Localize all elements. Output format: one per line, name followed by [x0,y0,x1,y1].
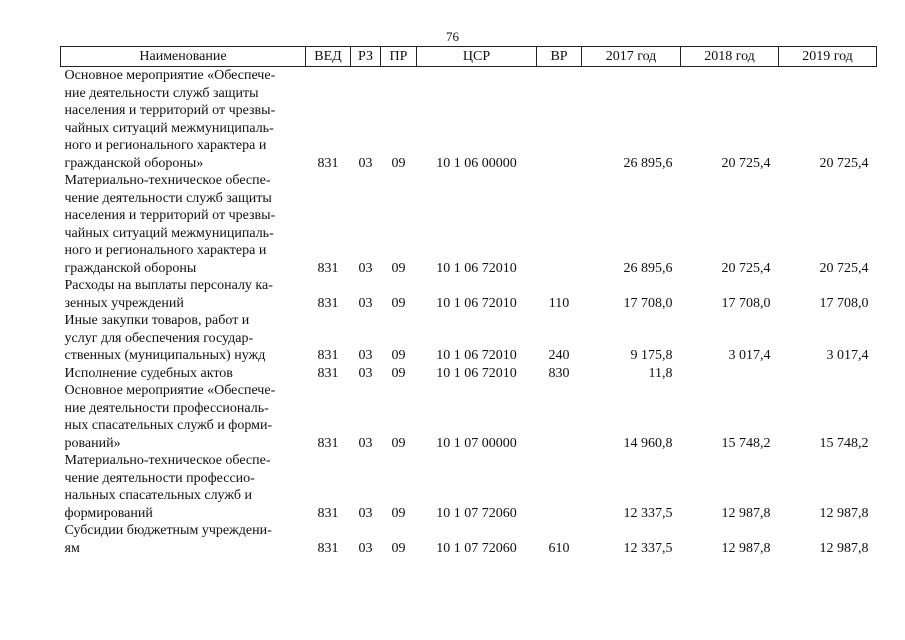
table-row [61,67,877,173]
cell-name: Расходы на выплаты персоналу ка- зенных учреждений [64,278,273,311]
cell-2018: 17 708,0 [721,295,771,311]
cell-vr [537,452,582,522]
budget-table [60,46,877,557]
table-header [61,47,877,67]
cell-ved: 831 [317,365,339,381]
cell-2017: 11,8 [648,365,673,381]
header-row [61,47,877,67]
table-row [61,382,877,452]
cell-2018: 12 987,8 [721,505,771,521]
cell-name: Основное мероприятие «Обеспече- ние деятельности служб защиты населения и территорий от чрезвы- чайных ситуаций межмуниципаль- ного и регионального характера и гражданской обороны» [64,68,276,171]
cell-ved: 831 [317,505,339,521]
cell-pr: 09 [391,435,406,451]
cell-2017: 12 337,5 [623,505,673,521]
cell-2018 [681,365,779,383]
cell-name: Субсидии бюджетным учреждени- ям [64,523,272,556]
cell-2019: 17 708,0 [819,295,869,311]
cell-pr: 09 [391,348,406,363]
cell-2019: 12 987,8 [819,505,869,521]
table-row [61,277,877,312]
cell-2019: 20 725,4 [819,260,869,276]
cell-2019: 15 748,2 [819,435,869,451]
cell-pr: 09 [391,260,406,276]
cell-2018: 20 725,4 [721,155,771,171]
cell-2018: 20 725,4 [721,260,771,276]
header-csr: ЦСР [417,47,537,67]
cell-rz: 03 [358,365,373,381]
cell-pr: 09 [391,295,406,311]
cell-2018: 3 017,4 [728,348,771,363]
cell-vr [537,67,582,173]
cell-ved: 831 [317,435,339,451]
cell-name: Материально-техническое обеспе- чение деятельности служб защиты населения и территорий от чрезвы- чайных ситуаций межмуниципаль- ного и регионального характера и гражданской обороны [64,173,276,276]
cell-vr: 610 [548,540,570,556]
cell-ved: 831 [317,348,339,363]
cell-rz: 03 [358,295,373,311]
table-body [61,67,877,558]
cell-ved: 831 [317,155,339,171]
cell-csr: 10 1 07 72060 [436,540,517,556]
cell-rz: 03 [358,435,373,451]
cell-name: Иные закупки товаров, работ и услуг для обеспечения государ- ственных (муниципальных) нужд [64,313,266,363]
cell-vr: 240 [548,348,570,363]
cell-vr [537,172,582,277]
cell-rz: 03 [358,348,373,363]
cell-2019: 20 725,4 [819,155,869,171]
cell-2017: 26 895,6 [623,260,673,276]
cell-csr: 10 1 06 72010 [436,295,517,311]
cell-vr: 110 [548,295,570,311]
table-row [61,522,877,557]
header-pr: ПР [381,47,417,67]
cell-pr: 09 [391,505,406,521]
page-number: 76 [446,29,459,44]
header-name: Наименование [61,47,306,67]
cell-2017: 17 708,0 [623,295,673,311]
cell-rz: 03 [358,155,373,171]
cell-name: Исполнение судебных актов [64,365,233,381]
table-row [61,452,877,522]
cell-ved: 831 [317,295,339,311]
header-2017: 2017 год [582,47,681,67]
cell-2018: 12 987,8 [721,540,771,556]
cell-2017: 14 960,8 [623,435,673,451]
cell-pr: 09 [391,540,406,556]
cell-2017: 12 337,5 [623,540,673,556]
cell-csr: 10 1 06 72010 [436,348,517,363]
cell-2017: 26 895,6 [623,155,673,171]
cell-csr: 10 1 07 00000 [436,435,517,451]
cell-rz: 03 [358,540,373,556]
cell-rz: 03 [358,260,373,276]
header-vr: ВР [537,47,582,67]
cell-name: Материально-техническое обеспе- чение деятельности профессио- нальных спасательных служб и формирований [64,453,271,521]
cell-vr: 830 [548,365,570,381]
cell-2019: 3 017,4 [826,348,869,363]
cell-csr: 10 1 06 72010 [436,260,517,276]
cell-2018: 15 748,2 [721,435,771,451]
table-row [61,365,877,383]
cell-rz: 03 [358,505,373,521]
header-ved: ВЕД [306,47,351,67]
cell-ved: 831 [317,260,339,276]
cell-pr: 09 [391,155,406,171]
cell-2019 [779,365,877,383]
cell-csr: 10 1 06 72010 [436,365,517,381]
cell-2019: 12 987,8 [819,540,869,556]
cell-pr: 09 [391,365,406,381]
cell-vr [537,382,582,452]
cell-csr: 10 1 07 72060 [436,505,517,521]
cell-2017: 9 175,8 [630,348,673,363]
cell-csr: 10 1 06 00000 [436,155,517,171]
header-2018: 2018 год [681,47,779,67]
header-rz: РЗ [351,47,381,67]
table-row [61,172,877,277]
header-2019: 2019 год [779,47,877,67]
cell-ved: 831 [317,540,339,556]
table-row [61,312,877,365]
cell-name: Основное мероприятие «Обеспече- ние деятельности профессиональ- ных спасательных служб и форми- рований» [64,383,276,451]
